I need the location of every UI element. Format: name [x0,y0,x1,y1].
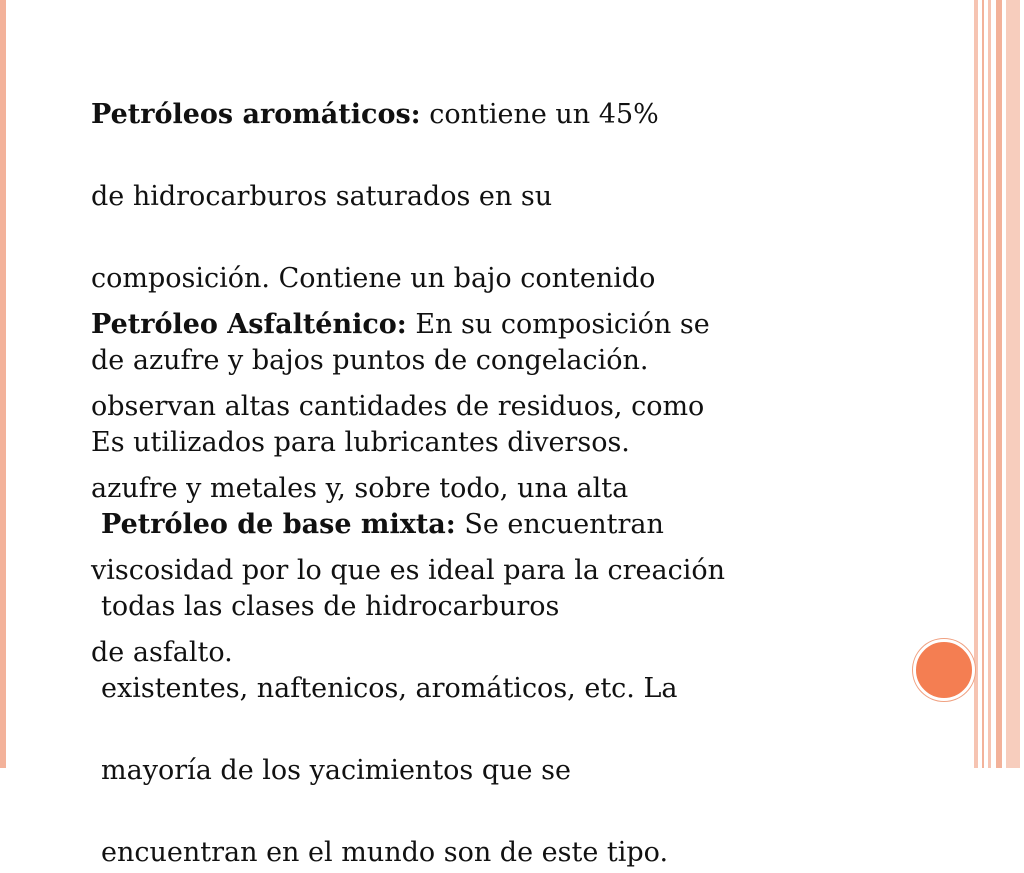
paragraph-line: composición. Contiene un bajo contenido [91,263,656,294]
paragraph-line: mayoría de los yacimientos que se [101,755,571,786]
paragraph-petroleo-base-mixta [101,463,861,873]
orange-circle-decoration [913,639,975,701]
paragraph-text: contiene un 45% [420,99,659,130]
paragraph-line: existentes, naftenicos, aromáticos, etc. La [101,673,678,704]
paragraph-heading: Petróleos aromáticos: [91,99,421,130]
paragraph-text: Se encuentran [455,509,664,540]
paragraph-heading: Petróleo de base mixta: [101,509,456,540]
paragraph-text: En su composición se [406,309,710,340]
paragraph-line: Es utilizados para lubricantes diversos. [91,427,630,458]
paragraph-line: observan altas cantidades de residuos, como [91,391,705,422]
right-decorative-stripes [974,0,1024,768]
paragraph-heading: Petróleo Asfalténico: [91,309,407,340]
paragraph-line: de azufre y bajos puntos de congelación. [91,345,649,376]
paragraph-line: viscosidad por lo que es ideal para la creación [91,555,726,586]
paragraph-line: de asfalto. [91,637,233,668]
paragraph-line: azufre y metales y, sobre todo, una alta [91,473,629,504]
paragraph-line: de hidrocarburos saturados en su [91,181,553,212]
paragraph-line: encuentran en el mundo son de este tipo. [101,837,669,868]
paragraph-line: todas las clases de hidrocarburos [101,591,560,622]
left-border-stripe [0,0,6,768]
